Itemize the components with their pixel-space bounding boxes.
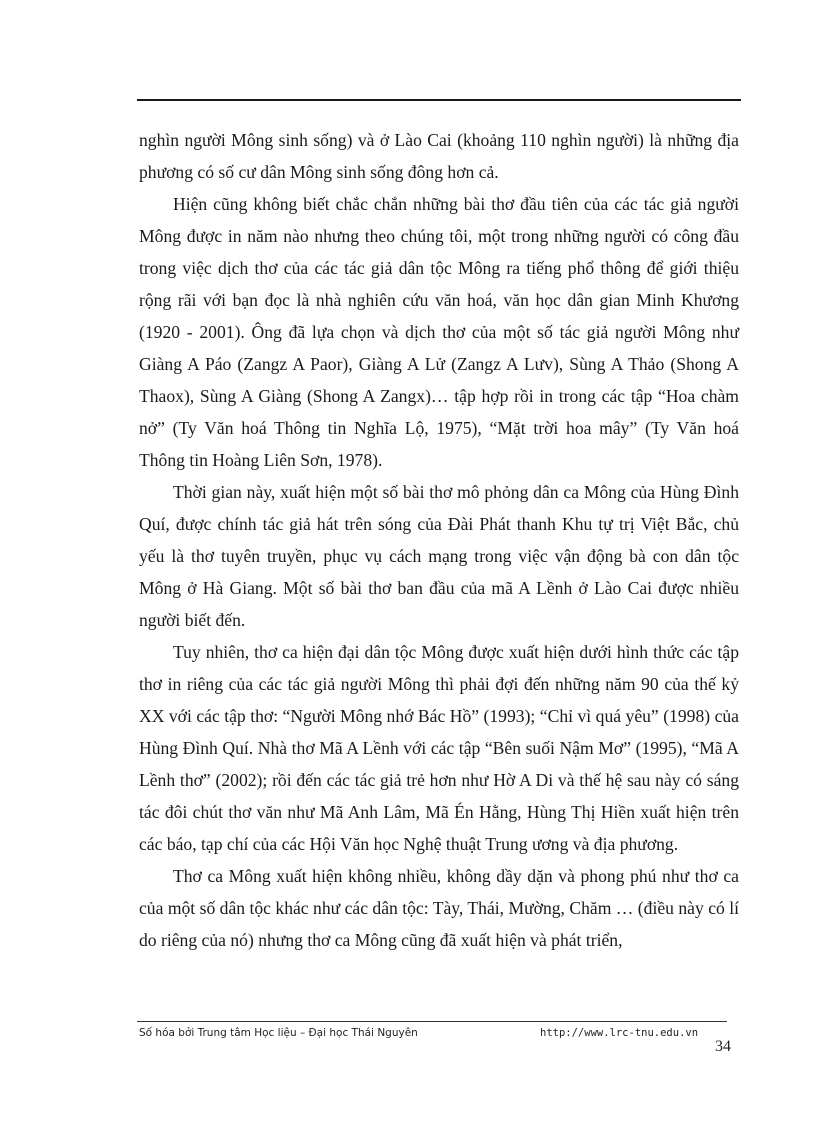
paragraph: Thơ ca Mông xuất hiện không nhiều, không dầy dặn và phong phú như thơ ca của một số dân tộc khác như các dân tộc: Tày, Thái, Mường, Chăm … (điều này có lí do riêng của nó) nhưng thơ ca Mông cũng đã xuất hiện và phát triển, [139, 866, 739, 950]
paragraph: Tuy nhiên, thơ ca hiện đại dân tộc Mông được xuất hiện dưới hình thức các tập thơ in riêng của các tác giả người Mông thì phải đợi đến những năm 90 của thế kỷ XX với các tập thơ: “Người Mông nhớ Bác Hồ” (1993); “Chỉ vì quá yêu” (1998) của Hùng Đình Quí. Nhà thơ Mã A Lềnh với các tập “Bên suối Nậm Mơ” (1995), “Mã A Lềnh thơ” (2002); rồi đến các tác giả trẻ hơn như Hờ A Di và thế hệ sau này có sáng tác đôi chút thơ văn như Mã Anh Lâm, Mã Én Hằng, Hùng Thị Hiền xuất hiện trên các báo, tạp chí của các Hội Văn học Nghệ thuật Trung ương và địa phương. [139, 642, 739, 854]
footer-source: Số hóa bởi Trung tâm Học liệu – Đại học Thái Nguyên [139, 1027, 418, 1039]
page-number: 34 [715, 1038, 731, 1055]
paragraph: Hiện cũng không biết chắc chắn những bài thơ đầu tiên của các tác giả người Mông được in năm nào nhưng theo chúng tôi, một trong những người có công đầu trong việc dịch thơ của các tác giả dân tộc Mông ra tiếng phổ thông để giới thiệu rộng rãi với bạn đọc là nhà nghiên cứu văn hoá, văn học dân gian Minh Khương (1920 - 2001). Ông đã lựa chọn và dịch thơ của một số tác giả người Mông như Giàng A Páo (Zangz A Paor), Giàng A Lử (Zangz A Lưv), Sùng A Thảo (Shong A Thaox), Sùng A Giàng (Shong A Zangx)… tập hợp rồi in trong các tập “Hoa chàm nở” (Ty Văn hoá Thông tin Nghĩa Lộ, 1975), “Mặt trời hoa mây” (Ty Văn hoá Thông tin Hoàng Liên Sơn, 1978). [139, 194, 739, 470]
footer-rule [137, 1021, 727, 1022]
body-text [139, 124, 739, 956]
footer-url: http://www.lrc-tnu.edu.vn [540, 1027, 699, 1039]
header-rule [137, 99, 741, 101]
paragraph-continued: nghìn người Mông sinh sống) và ở Lào Cai (khoảng 110 nghìn người) là những địa phương có số cư dân Mông sinh sống đông hơn cả. [139, 130, 739, 182]
paragraph: Thời gian này, xuất hiện một số bài thơ mô phỏng dân ca Mông của Hùng Đình Quí, được chính tác giả hát trên sóng của Đài Phát thanh Khu tự trị Việt Bắc, chủ yếu là thơ tuyên truyền, phục vụ cách mạng trong việc vận động bà con dân tộc Mông ở Hà Giang. Một số bài thơ ban đầu của mã A Lềnh ở Lào Cai được nhiều người biết đến. [139, 482, 739, 630]
